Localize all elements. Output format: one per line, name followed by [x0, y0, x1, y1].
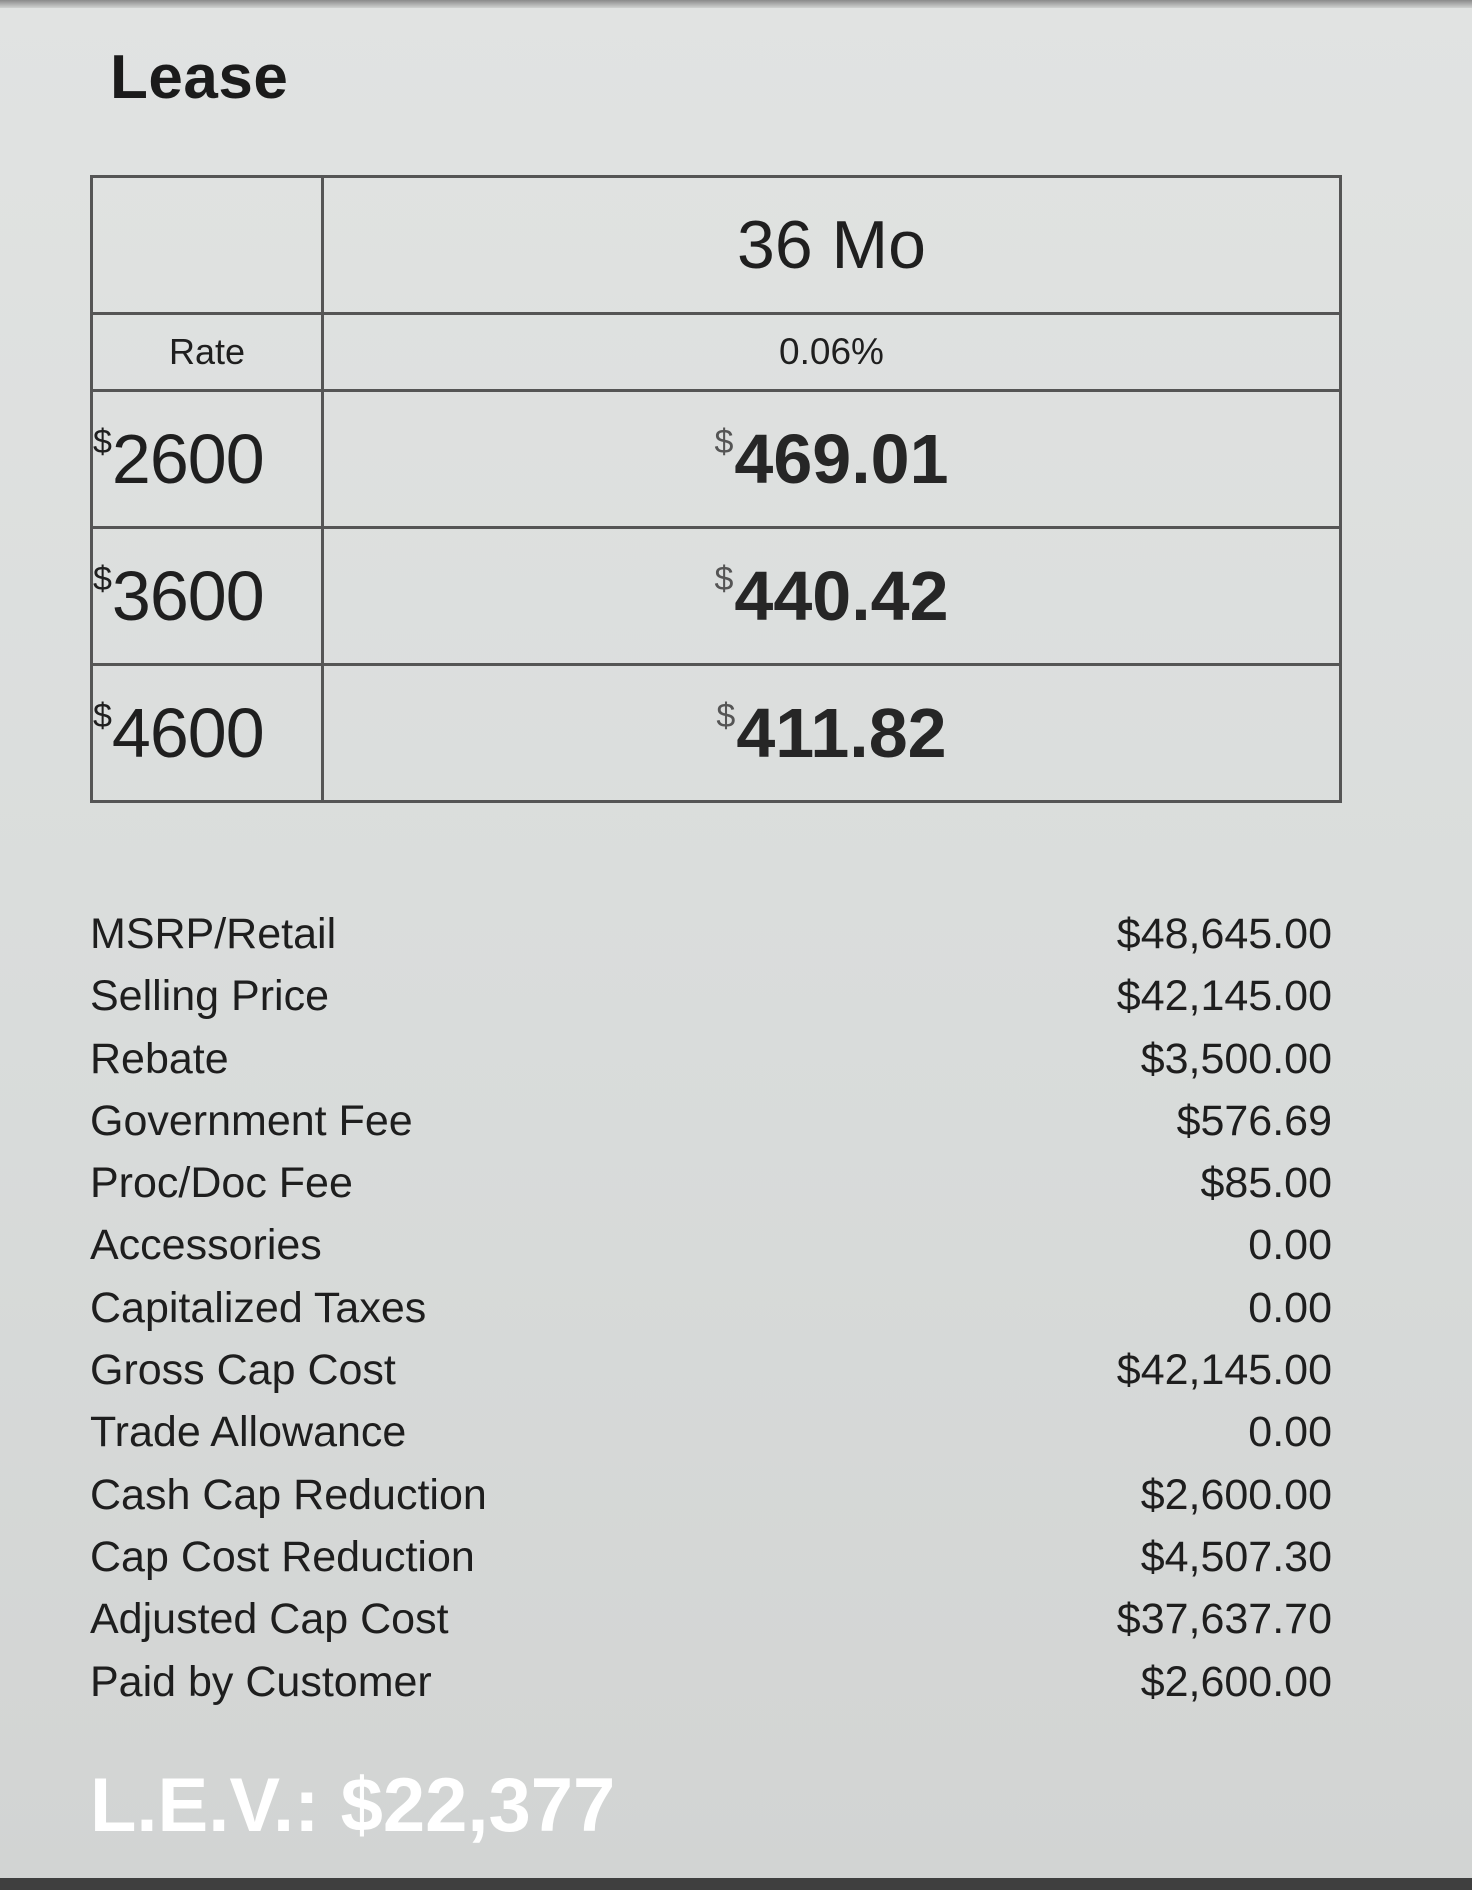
detail-value: $48,645.00: [1116, 910, 1332, 958]
detail-row-rebate: [90, 1035, 1332, 1097]
detail-label: Trade Allowance: [90, 1408, 407, 1457]
detail-row-cash-cap-reduction: [90, 1471, 1332, 1533]
detail-row-government-fee: [90, 1097, 1332, 1159]
rate-value: 0.06%: [323, 314, 1341, 391]
detail-label: Gross Cap Cost: [90, 1346, 396, 1395]
lease-details-list: [90, 910, 1332, 1720]
currency-symbol: $: [714, 560, 734, 598]
detail-value: 0.00: [1248, 1283, 1332, 1332]
detail-label: Rebate: [90, 1034, 229, 1083]
detail-row-paid-by-customer: [90, 1658, 1332, 1720]
monthly-payment-amount: 411.82: [736, 694, 947, 772]
detail-label: Paid by Customer: [90, 1657, 432, 1706]
down-payment-amount: 2600: [111, 420, 264, 498]
page-title: Lease: [110, 43, 289, 112]
detail-value: $2,600.00: [1140, 1470, 1332, 1519]
detail-row-accessories: [90, 1221, 1332, 1283]
detail-label: Cash Cap Reduction: [90, 1470, 487, 1519]
detail-value: $4,507.30: [1140, 1532, 1332, 1581]
detail-value: $37,637.70: [1116, 1595, 1332, 1644]
monthly-payment-amount: 469.01: [734, 420, 949, 498]
monthly-payment-cell: [323, 528, 1341, 665]
detail-value: $42,145.00: [1116, 972, 1332, 1021]
down-payment-amount: 3600: [111, 557, 264, 635]
detail-row-cap-cost-reduction: [90, 1533, 1332, 1595]
monthly-payment-cell: [323, 391, 1341, 528]
detail-value: $85.00: [1200, 1159, 1332, 1208]
down-payment-cell: [92, 528, 323, 665]
detail-row-trade-allowance: [90, 1408, 1332, 1470]
detail-value: $3,500.00: [1140, 1034, 1332, 1083]
detail-label: Adjusted Cap Cost: [90, 1595, 449, 1644]
lease-payment-table: [90, 175, 1342, 803]
lev-note: L.E.V.: $22,377: [90, 1763, 616, 1848]
paper-top-edge: [0, 0, 1472, 8]
detail-row-gross-cap-cost: [90, 1346, 1332, 1408]
detail-value: $576.69: [1176, 1096, 1332, 1145]
detail-label: Cap Cost Reduction: [90, 1532, 475, 1581]
currency-symbol: $: [714, 423, 734, 461]
detail-value: 0.00: [1248, 1221, 1332, 1270]
down-payment-cell: [92, 665, 323, 802]
detail-label: Capitalized Taxes: [90, 1283, 427, 1332]
detail-label: Accessories: [90, 1221, 322, 1270]
detail-label: Selling Price: [90, 972, 329, 1021]
rate-label: Rate: [92, 314, 323, 391]
currency-symbol: $: [93, 423, 111, 461]
detail-row-doc-fee: [90, 1159, 1332, 1221]
table-row: [92, 391, 1341, 528]
table-corner-cell: [92, 177, 323, 314]
detail-row-msrp: [90, 910, 1332, 972]
detail-label: Government Fee: [90, 1096, 413, 1145]
table-row: [92, 528, 1341, 665]
down-payment-cell: [92, 391, 323, 528]
monthly-payment-amount: 440.42: [734, 557, 949, 635]
detail-label: MSRP/Retail: [90, 910, 337, 958]
currency-symbol: $: [93, 560, 111, 598]
detail-row-selling-price: [90, 972, 1332, 1034]
table-row: [92, 665, 1341, 802]
detail-row-adjusted-cap-cost: [90, 1595, 1332, 1657]
detail-value: $42,145.00: [1116, 1346, 1332, 1395]
detail-value: 0.00: [1248, 1408, 1332, 1457]
currency-symbol: $: [716, 697, 736, 735]
rate-row: [92, 314, 1341, 391]
detail-label: Proc/Doc Fee: [90, 1159, 353, 1208]
detail-row-capitalized-taxes: [90, 1284, 1332, 1346]
monthly-payment-cell: [323, 665, 1341, 802]
detail-value: $2,600.00: [1140, 1657, 1332, 1706]
down-payment-amount: 4600: [111, 694, 264, 772]
table-header-row: [92, 177, 1341, 314]
currency-symbol: $: [93, 697, 111, 735]
term-header: 36 Mo: [323, 177, 1341, 314]
